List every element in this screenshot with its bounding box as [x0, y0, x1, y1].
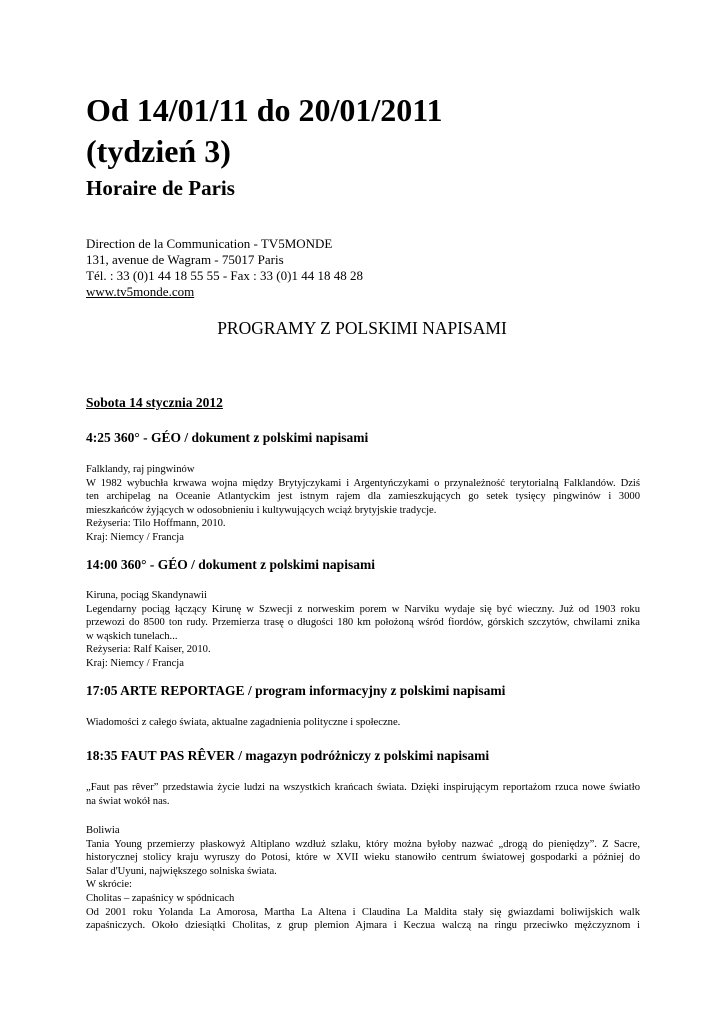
program-title: 18:35 FAUT PAS RÊVER / magazyn podróżniczy z polskimi napisami: [86, 748, 490, 763]
page-subtitle: Horaire de Paris: [86, 176, 235, 200]
description-line: Legendarny pociąg łączący Kirunę w Szwecji z norweskim porem w Narviku wydaje się być wieczny. Już od 1903 roku: [86, 603, 640, 615]
description-line: Od 2001 roku Yolanda La Amorosa, Martha La Altena i Claudina La Maldita stały się gwiazdami boliwijskich walk: [86, 906, 640, 918]
description-line: Kiruna, pociąg Skandynawii: [86, 590, 207, 601]
program-title: 4:25 360° - GÉO / dokument z polskimi napisami: [86, 430, 369, 445]
description-line: W skrócie:: [86, 879, 132, 891]
title-line-2: (tydzień 3): [86, 133, 231, 169]
description-line: ten archipelag na Oceanie Atlantyckim jest istnym rajem dla zamieszkujących go setek tysięcy pingwinów i 3000: [86, 491, 640, 503]
description-line: w wąskich tunelach...: [86, 630, 178, 642]
description-line: Salar d'Uyuni, największego solniska świata.: [86, 865, 277, 877]
description-line: Wiadomości z całego świata, aktualne zagadnienia polityczne i społeczne.: [86, 717, 401, 728]
description-line: Cholitas – zapaśnicy w spódnicach: [86, 892, 235, 904]
program-description: [86, 716, 640, 730]
description-line: Kraj: Niemcy / Francja: [86, 531, 184, 543]
description-line: Boliwia: [86, 825, 120, 836]
program-description: [86, 463, 640, 545]
description-line: Kraj: Niemcy / Francja: [86, 657, 184, 669]
description-line: W 1982 wybuchła krwawa wojna między Brytyjczykami i Argentyńczykami o przynależność terytorialną Falklandów. Dziś: [86, 477, 640, 489]
description-line: mieszkańców żyjących w odosobnieniu i kultywujących wciąż brytyjskie tradycje.: [86, 504, 437, 516]
description-line: Reżyseria: Tilo Hoffmann, 2010.: [86, 518, 226, 530]
description-line: przewozi do 8500 ton rudy. Przemierza trasę o długości 180 km położoną wśród fiordów, górskich szczytów, chwilami znika: [86, 617, 640, 629]
description-line: na świat wokół nas.: [86, 795, 170, 807]
contact-phone-fax: Tél. : 33 (0)1 44 18 55 55 - Fax : 33 (0)1 44 18 48 28: [86, 268, 363, 283]
program-episode-description: [86, 824, 640, 933]
program-title: 17:05 ARTE REPORTAGE / program informacyjny z polskimi napisami: [86, 683, 506, 698]
description-line: Reżyseria: Ralf Kaiser, 2010.: [86, 644, 211, 656]
program-description: [86, 781, 640, 808]
contact-address: 131, avenue de Wagram - 75017 Paris: [86, 252, 284, 267]
contact-block: [86, 236, 363, 300]
title-line-1: Od 14/01/11 do 20/01/2011: [86, 92, 443, 128]
day-heading: Sobota 14 stycznia 2012: [86, 395, 223, 410]
page-title: [86, 90, 443, 172]
website-link[interactable]: www.tv5monde.com: [86, 284, 195, 299]
section-banner: PROGRAMY Z POLSKIMI NAPISAMI: [217, 318, 507, 338]
program-description: [86, 589, 640, 671]
description-line: „Faut pas rêver” przedstawia życie ludzi na wszystkich krańcach świata. Dzięki inspirującym reportażom rzuca nowe światło: [86, 782, 640, 793]
description-line: zapaśniczych. Około dziesiątki Cholitas, z grup plemion Ajmara i Keczua walczą na ringu przeciwko mężczyznom i: [86, 920, 640, 932]
description-line: Falklandy, raj pingwinów: [86, 464, 195, 475]
description-line: historycznej stolicy kraju wyruszy do Potosi, które w XVII wieku stanowiło centrum światowej gospodarki a później do: [86, 852, 640, 864]
description-line: Tania Young przemierzy płaskowyż Altiplano wzdłuż szlaku, który można byłoby nazwać „drogą do pieniędzy”. Z Sacre,: [86, 838, 640, 850]
contact-department: Direction de la Communication - TV5MONDE: [86, 236, 333, 251]
program-title: 14:00 360° - GÉO / dokument z polskimi napisami: [86, 557, 375, 572]
